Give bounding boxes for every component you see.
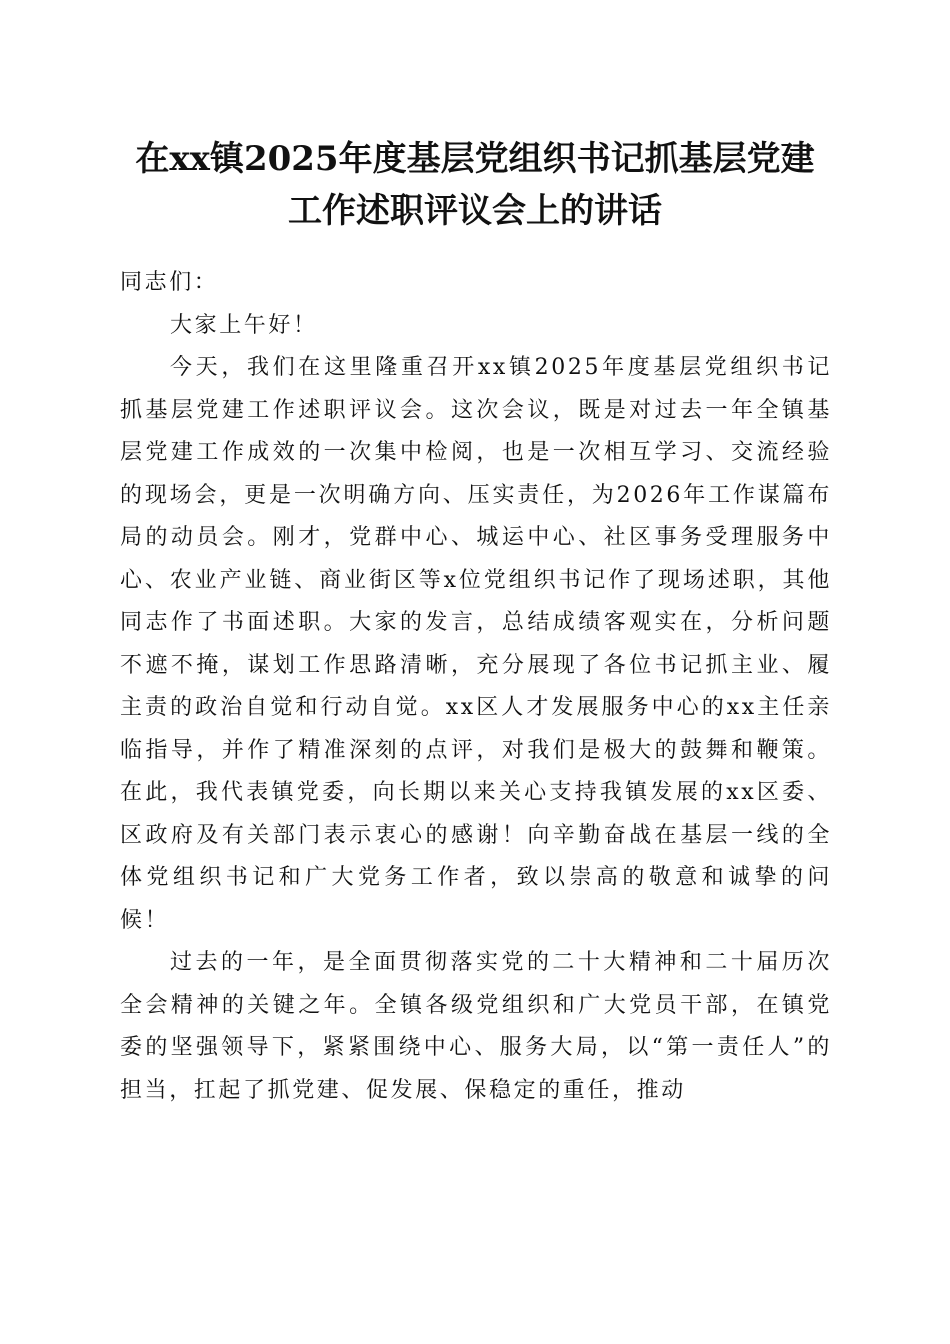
paragraph-1: 今天，我们在这里隆重召开xx镇2025年度基层党组织书记抓基层党建工作述职评议会。这次会议，既是对过去一年全镇基层党建工作成效的一次集中检阅，也是一次相互学习、交流经验的现场会，更是一次明确方向、压实责任，为2026年工作谋篇布局的动员会。刚才，党群中心、城运中心、社区事务受理服务中心、农业产业链、商业街区等x位党组织书记作了现场述职，其他同志作了书面述职。大家的发言，总结成绩客观实在，分析问题不遮不掩，谋划工作思路清晰，充分展现了各位书记抓主业、履主责的政治自觉和行动自觉。xx区人才发展服务中心的xx主任亲临指导，并作了精准深刻的点评，对我们是极大的鼓舞和鞭策。在此，我代表镇党委，向长期以来关心支持我镇发展的xx区委、区政府及有关部门表示衷心的感谢！向辛勤奋战在基层一线的全体党组织书记和广大党务工作者，致以崇高的敬意和诚挚的问候！: [120, 355, 832, 933]
document-title: [100, 133, 850, 237]
salutation: 同志们：: [120, 270, 219, 295]
greeting: 大家上午好！: [170, 312, 318, 338]
title-line-1: 在xx镇2025年度基层党组织书记抓基层党建: [135, 139, 815, 179]
title-line-2: 工作述职评议会上的讲话: [288, 191, 662, 231]
paragraph-2: 过去的一年，是全面贯彻落实党的二十大精神和二十届历次全会精神的关键之年。全镇各级党组织和广大党员干部，在镇党委的坚强领导下，紧紧围绕中心、服务大局，以“第一责任人”的担当，扛起了抓党建、促发展、保稳定的重任，推动: [120, 950, 832, 1103]
document-body: [120, 262, 832, 1112]
